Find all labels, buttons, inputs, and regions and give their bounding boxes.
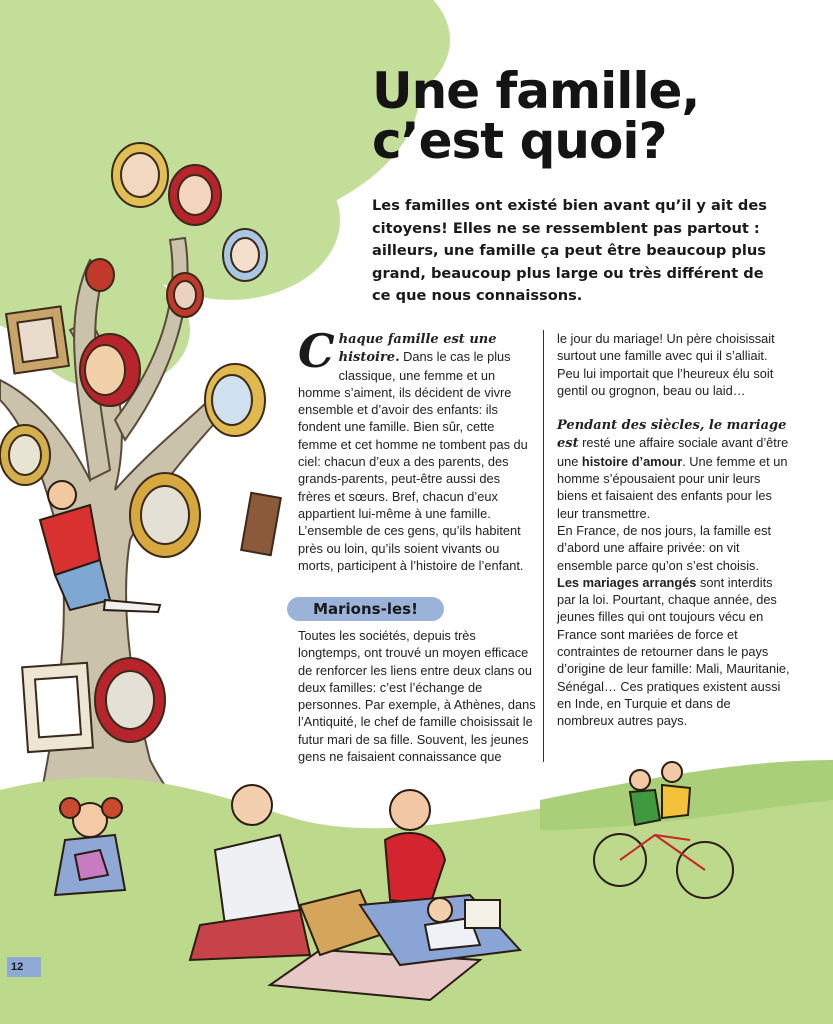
emphasis: Les mariages arrangés: [557, 574, 697, 590]
girl-running: [55, 798, 125, 895]
column-left-bottom: [298, 627, 536, 765]
paragraph-fragment: sont interdits par la loi. Pourtant, chaque année, des jeunes filles qui ont toujours vécu en France sont mariées de force et contraintes de retourner dans le pays d’origine de leur famille: Mali, Mauritanie, Sénégal… Ces pratiques existent aussi en Inde, en Turquie et dans de nombreux autres pays.: [557, 574, 790, 729]
portrait-frame: [86, 259, 114, 291]
intro-paragraph: Les familles ont existé bien avant qu’il y ait des citoyens! Elles ne se ressemblent pas partout : ailleurs, une famille ça peut être beaucoup plus grand, beaucoup plus large ou très différent de ce que nous connaissons.: [372, 197, 767, 304]
drop-cap: C: [298, 324, 335, 378]
paragraph-text: le jour du mariage! Un père choisissait surtout une famille avec qui il s’alliait. Peu lui importait que l’heureux élu soit gentil ou grognon, beau ou laid…: [557, 331, 775, 398]
title-line: c’est quoi?: [372, 112, 667, 170]
paragraph-fragment: . Une femme et un homme s’épousaient pour unir leurs biens et faisaient des enfants pour les leur transmettre.: [557, 453, 788, 521]
column-right: [557, 330, 790, 730]
paragraph-text: Dans le cas le plus classique, une femme et un homme s’aiment, ils décident de vivre ensemble et d’avoir des enfants: ils fondent une famille. Bien sûr, cette femme et cet homme ne tombent pas du ciel: chacun d’eux a des parents, des grands-parents, peut-être aussi des frères et sœurs. Bref, chacun d’eux appartient lui-même à une famille. L’ensemble de ces gens, qu’ils habitent près ou loin, qu’ils soient vivants ou morts, participent à l’histoire de l’enfant.: [298, 349, 528, 573]
title-line: Une famille,: [372, 62, 700, 120]
column-left-top: [298, 324, 534, 574]
paragraph-text: [557, 416, 790, 522]
page-number: 12: [7, 957, 41, 977]
paragraph-text: En France, de nos jours, la famille est d’abord une affaire privée: on vit ensemble parce qu’on s’est choisis.: [557, 522, 772, 573]
lead-in: haque famille est une histoire.: [338, 332, 497, 366]
paragraph-fragment: resté une affaire sociale avant d’être une: [557, 435, 789, 469]
portrait-frame: [241, 493, 281, 555]
opening-paragraph: [298, 324, 534, 574]
paragraph-text: [557, 574, 790, 730]
page-title: [372, 62, 812, 170]
emphasis: histoire d’amour: [581, 453, 683, 469]
column-divider: [543, 330, 544, 762]
section-heading: Marions-les!: [287, 597, 444, 621]
lead-in: Pendant des siècles, le mariage est: [557, 418, 787, 452]
paragraph-text: Toutes les sociétés, depuis très longtemps, ont trouvé un moyen efficace de renforcer les liens entre deux clans ou deux familles: c’est l’échange de personnes. Par exemple, à Athènes, dans l’Antiquité, le chef de famille choisissait le futur mari de sa fille. Souvent, les jeunes gens ne faisaient connaissance que: [298, 628, 536, 765]
